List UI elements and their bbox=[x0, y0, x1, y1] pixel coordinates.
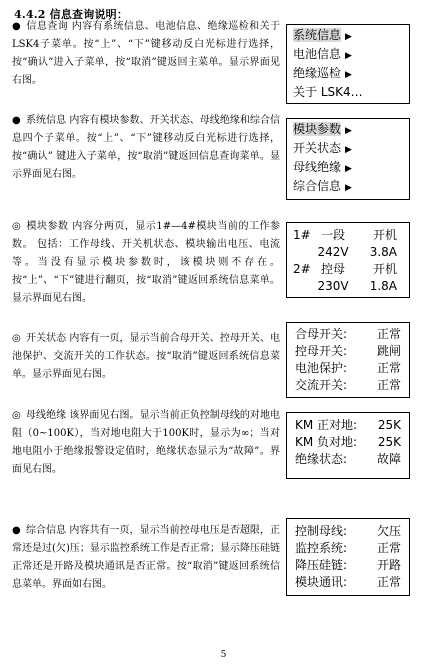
section-heading: 4.4.2 信息查询说明： bbox=[14, 8, 129, 21]
lcd-bus-insulation bbox=[286, 412, 410, 479]
general-row: 模块通讯: 正常 bbox=[295, 575, 401, 589]
page-number: 5 bbox=[220, 650, 227, 660]
bullet-ring-icon: ◎ bbox=[12, 410, 21, 421]
insulation-row: KM 负对地: 25K bbox=[295, 435, 401, 449]
menu-item-switch-status: 开关状态 ▶ bbox=[293, 141, 352, 155]
menu-item-system-info: 系统信息 ▶ bbox=[293, 28, 352, 42]
bullet-ring-icon: ◎ bbox=[12, 333, 21, 344]
paragraph-system-info: ● 系统信息 内容有模块参数、开关状态、母线绝缘和综合信息四个子菜单。按“上”、“下”键移动反白光标进行选择，按“确认” 键进入子菜单，按“取消”键返回信息查询菜单。显示界面见右图。 bbox=[12, 112, 280, 184]
menu-item-about-lsk4: 关于 LSK4… bbox=[293, 85, 363, 99]
general-row: 控制母线: 欠压 bbox=[295, 524, 401, 538]
arrow-right-icon: ▶ bbox=[345, 32, 352, 42]
paragraph-general-info: ● 综合信息 内容共有一页，显示当前控母电压是否超限，正常还是过(欠)压；显示监控系统工作是否正常；显示降压硅链正常还是开路及模块通讯是否正常。按“取消”键返回系统信息菜单。界面如右图。 bbox=[12, 522, 280, 594]
bullet-icon: ● bbox=[12, 525, 21, 536]
general-row: 降压硅链: 开路 bbox=[295, 558, 401, 572]
module-row-2: 2# 控母 开机 bbox=[293, 262, 397, 276]
lcd-switch-status bbox=[286, 322, 410, 398]
lcd-menu-system-info bbox=[286, 118, 410, 200]
menu-item-bus-insulation: 母线绝缘 ▶ bbox=[293, 160, 352, 174]
insulation-row: KM 正对地: 25K bbox=[295, 418, 401, 432]
arrow-right-icon: ▶ bbox=[345, 126, 352, 136]
arrow-right-icon: ▶ bbox=[345, 164, 352, 174]
lcd-menu-info-query bbox=[286, 24, 410, 104]
menu-item-insulation-check: 绝缘巡检 ▶ bbox=[293, 66, 352, 80]
insulation-row: 绝缘状态: 故障 bbox=[295, 452, 401, 466]
status-row: 合母开关: 正常 bbox=[295, 327, 401, 341]
status-row: 交流开关: 正常 bbox=[295, 378, 401, 392]
module-row-2-values: 230V 1.8A bbox=[317, 279, 397, 293]
bullet-icon: ● bbox=[12, 21, 21, 32]
lcd-module-params bbox=[286, 222, 410, 298]
paragraph-bus-insulation: ◎ 母线绝缘 该界面见右图。显示当前正负控制母线的对地电阻（0~100K），当对地电阻大于100K时，显示为∞；当对地电阻小于绝缘报警设定值时，绝缘状态显示为“故障”。界面见右图。 bbox=[12, 407, 280, 479]
status-row: 电池保护: 正常 bbox=[295, 361, 401, 375]
bullet-icon: ● bbox=[12, 115, 21, 126]
module-row-1-values: 242V 3.8A bbox=[317, 245, 397, 259]
menu-item-general-info: 综合信息 ▶ bbox=[293, 179, 352, 193]
paragraph-info-query: ● 信息查询 内容有系统信息、电池信息、绝缘巡检和关于LSK4子菜单。按“上”、“下”键移动反白光标进行选择，按“确认”进入子菜单，按“取消”键返回主菜单。显示界面见右图。 bbox=[12, 18, 280, 90]
general-row: 监控系统: 正常 bbox=[295, 541, 401, 555]
menu-item-battery-info: 电池信息 ▶ bbox=[293, 47, 352, 61]
paragraph-module-params: ◎ 模块参数 内容分两页，显示1#—4#模块当前的工作参数。 包括：工作母线、开关机状态、模块输出电压、电流等。当没有显示模块参数时，该模块则不存在。按“上”、“下”键进行翻页，按“取消”键返回系统信息菜单。显示界面见右图。 bbox=[12, 218, 280, 308]
status-row: 控母开关: 跳闸 bbox=[295, 344, 401, 358]
arrow-right-icon: ▶ bbox=[345, 183, 352, 193]
lcd-general-info bbox=[286, 518, 410, 596]
module-row-1: 1# 一段 开机 bbox=[293, 228, 397, 242]
bullet-ring-icon: ◎ bbox=[12, 221, 21, 232]
arrow-right-icon: ▶ bbox=[345, 145, 352, 155]
arrow-right-icon: ▶ bbox=[345, 51, 352, 61]
arrow-right-icon: ▶ bbox=[345, 70, 352, 80]
menu-item-module-params: 模块参数 ▶ bbox=[293, 122, 352, 136]
paragraph-switch-status: ◎ 开关状态 内容有一页，显示当前合母开关、控母开关、电池保护、交流开关的工作状态。按“取消”键返回系统信息菜单。显示界面见右图。 bbox=[12, 330, 280, 384]
